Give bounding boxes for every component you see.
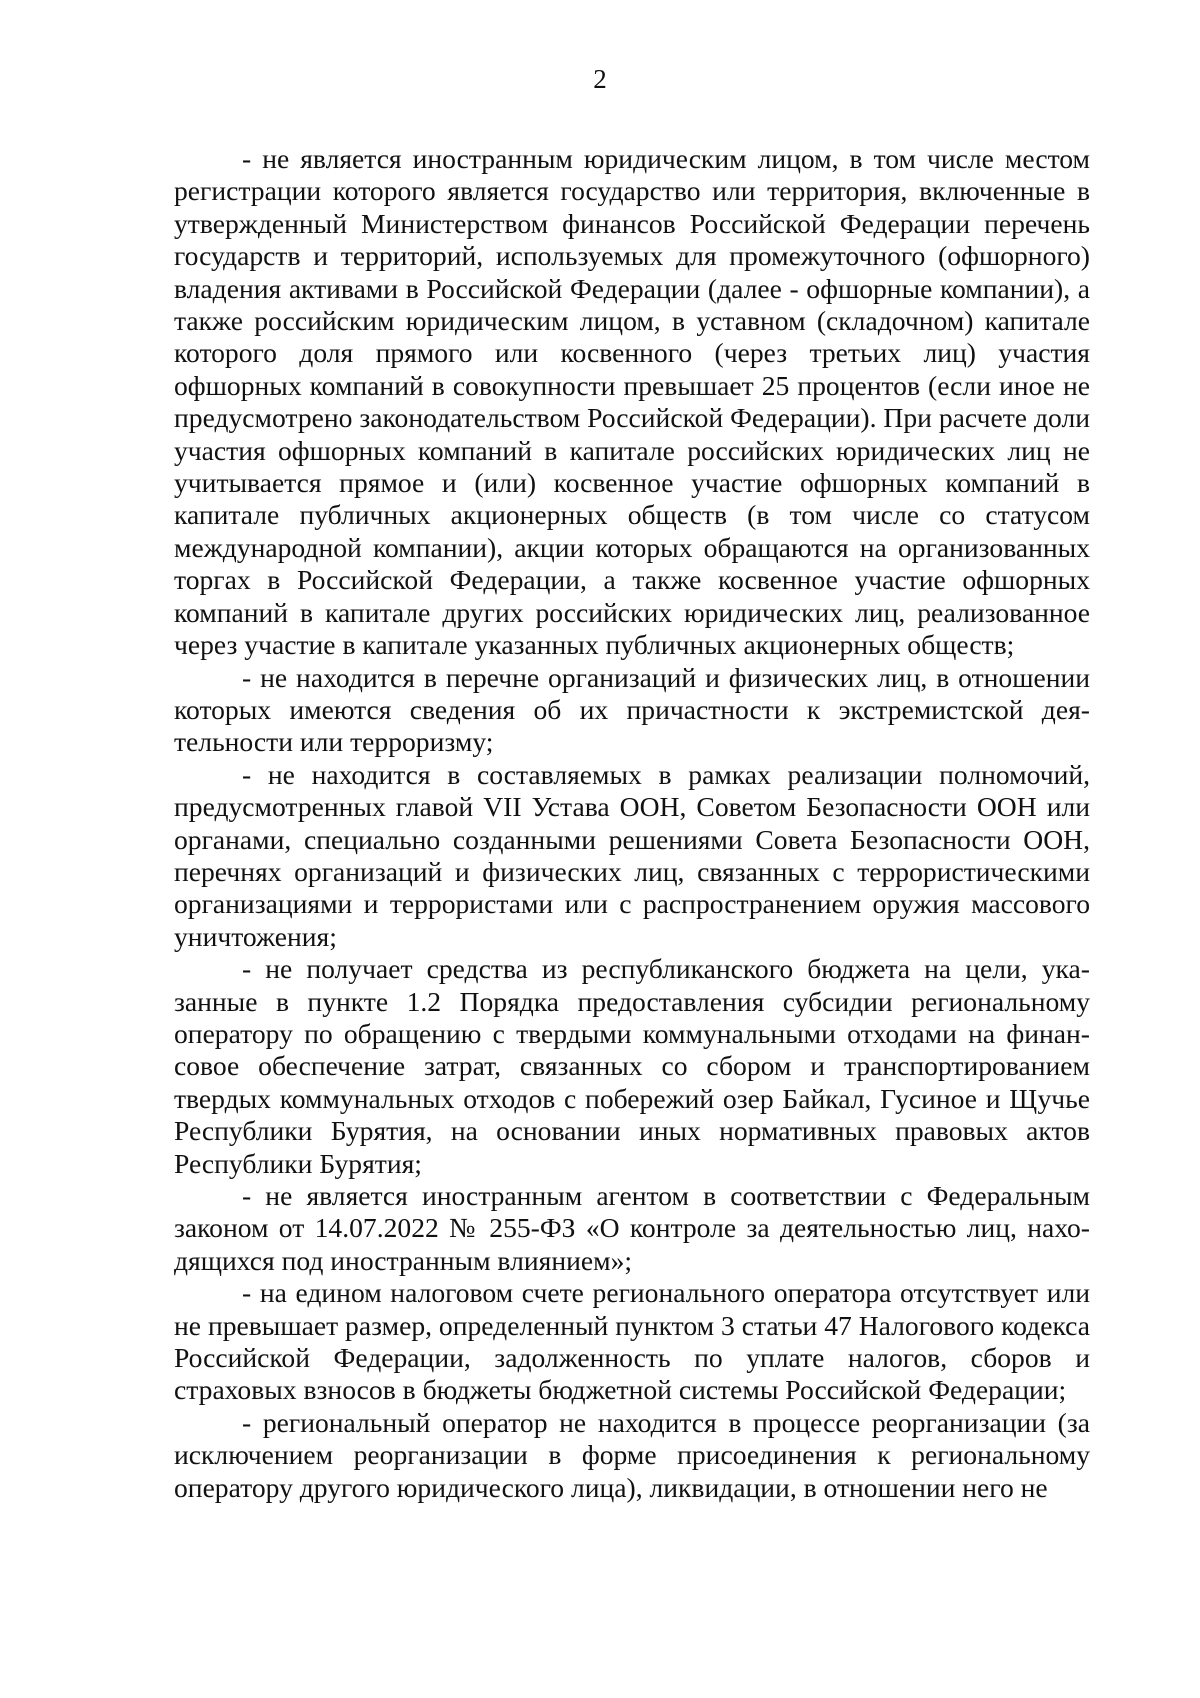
document-body <box>174 143 1090 1504</box>
paragraph-reorganization: - региональный оператор не находится в процессе реорганизации (за исключением реорганизации в форме присоединения к региональному оператору другого юридического лица), ликвидации, в отношении него не <box>174 1406 1090 1503</box>
paragraph-offshore-requirement: - не является иностранным юридическим лицом, в том числе местом регистрации которого является государство или территория, включенные в утвержденный Министерством финансов Российской Федерации перечень государств и территорий, используемых для промежуточного (офшорного) владения активами в Российской Федерации (далее - офшорные компании), а также российским юридическим лицом, в уставном (складочном) капитале которого доля прямого или косвенного (через третьих лиц) участия офшорных компаний в совокупности превышает 25 процентов (если иное не предусмотрено законодательством Российской Федерации). При расчете доли участия офшорных компаний в капитале российских юридических лиц не учитывается прямое и (или) косвенное участие офшорных компаний в капитале публичных акционерных обществ (в том числе со статусом международной компании), акции которых обращаются на организованных торгах в Российской Федерации, а также косвенное участие офшорных компаний в капитале других российских юридических лиц, реализованное через участие в капитале указанных публичных акционерных обществ; <box>174 143 1090 661</box>
paragraph-budget-funds: - не получает средства из республиканского бюджета на цели, указанные в пункте 1.2 Порядка предоставления субсидии региональному оператору по обращению с твердыми коммунальными отходами на финансовое обеспечение затрат, связанных со сбором и транспортированием твердых коммунальных отходов с побережий озер Байкал, Гусиное и Щучье Республики Бурятия, на основании иных нормативных правовых актов Республики Бурятия; <box>174 953 1090 1179</box>
paragraph-tax-debt: - на едином налоговом счете регионального оператора отсутствует или не превышает размер, определенный пунктом 3 статьи 47 Налогового кодекса Российской Федерации, задолженность по уплате налогов, сборов и страховых взносов в бюджеты бюджетной системы Российской Федерации; <box>174 1277 1090 1406</box>
page-number: 2 <box>593 64 607 94</box>
paragraph-extremism-list: - не находится в перечне организаций и физических лиц, в отношении которых имеются сведения об их причастности к экстремистской деятельности или терроризму; <box>174 661 1090 758</box>
paragraph-un-sanctions-list: - не находится в составляемых в рамках реализации полномочий, предусмотренных главой VII Устава ООН, Советом Безопасности ООН или органами, специально созданными решениями Совета Безопасности ООН, перечнях организаций и физических лиц, связанных с террористическими организациями и террористами или с распространением оружия массового уничтожения; <box>174 758 1090 952</box>
paragraph-foreign-agent: - не является иностранным агентом в соответствии с Федеральным законом от 14.07.2022 № 255-ФЗ «О контроле за деятельностью лиц, находящихся под иностранным влиянием»; <box>174 1180 1090 1276</box>
